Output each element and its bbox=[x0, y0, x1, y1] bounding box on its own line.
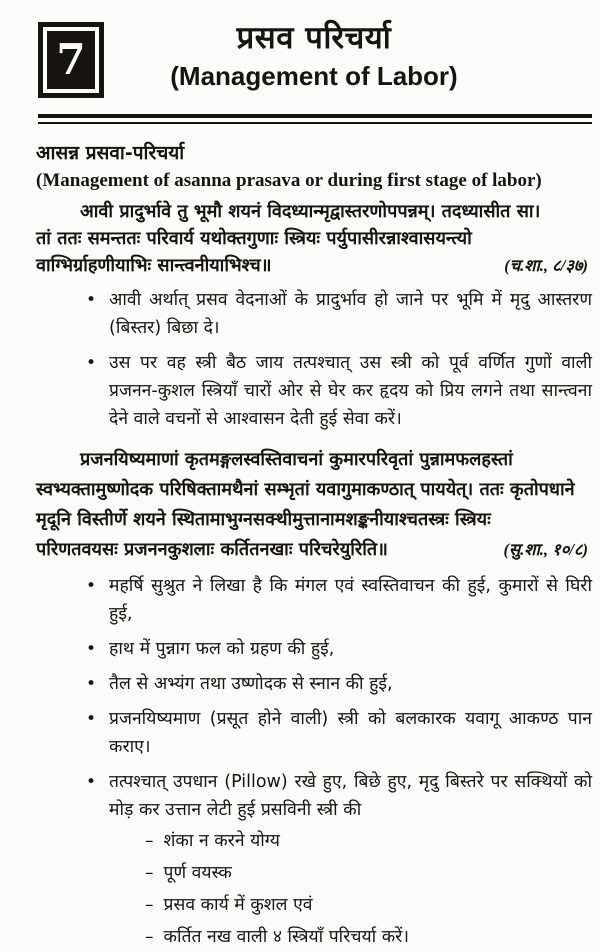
verse-line: प्रजनयिष्यमाणां कृतमङ्गलस्वस्तिवाचनां कुमारपरिवृतां पुन्नामफलहस्तां bbox=[80, 449, 513, 470]
section-heading-english: (Management of asanna prasava or during first stage of labor) bbox=[36, 170, 542, 191]
dash-item bbox=[109, 923, 592, 952]
bullet-item bbox=[36, 572, 592, 628]
bullet-list-second bbox=[36, 572, 592, 952]
bullet-text: महर्षि सुश्रुत ने लिखा है कि मंगल एवं स्वस्तिवाचन की हुई, कुमारों से घिरी हुई, bbox=[109, 576, 593, 624]
dash-icon: – bbox=[145, 863, 154, 883]
bullet-text: तैल से अभ्यंग तथा उष्णोदक से स्नान की हुई, bbox=[109, 674, 393, 694]
verse-line: स्वभ्यक्तामुष्णोदक परिषिक्तामथैनां सम्भृतां यवागुमाकण्ठात् पाययेत्। ततः कृतोपधाने bbox=[36, 479, 575, 500]
bullet-text: हाथ में पुन्नाग फल को ग्रहण की हुई, bbox=[109, 639, 335, 659]
bullet-icon: • bbox=[86, 709, 97, 729]
bullet-item bbox=[36, 705, 592, 761]
bullet-item bbox=[36, 768, 592, 952]
section-heading-hindi: आसन्न प्रसवा-परिचर्या bbox=[36, 142, 185, 164]
bullet-icon: • bbox=[86, 674, 97, 694]
sanskrit-verse-sushruta bbox=[36, 445, 592, 565]
dash-text: कर्तित नख वाली ४ स्त्रियाँ परिचर्या करें। bbox=[163, 927, 409, 947]
bullet-icon: • bbox=[86, 290, 97, 310]
verse-line bbox=[36, 535, 592, 565]
chapter-number-box bbox=[38, 22, 104, 98]
verse-line: मृदूनि विस्तीर्णे शयने स्थितामाभुग्नसक्थीमुत्तानामशङ्कनीयाश्चतस्त्रः स्त्रियः bbox=[36, 509, 491, 530]
dash-item bbox=[109, 859, 592, 888]
verse-line-text: वाग्भिर्ग्राहणीयाभिः सान्त्वनीयाभिश्च॥ bbox=[36, 255, 272, 276]
bullet-icon: • bbox=[86, 576, 97, 596]
bullet-icon: • bbox=[86, 639, 97, 659]
dash-text: शंका न करने योग्य bbox=[163, 831, 280, 851]
bullet-text: प्रजनयिष्यमाण (प्रसूत होने वाली) स्त्री को बलकारक यवागू आकण्ठ पान कराए। bbox=[109, 709, 592, 757]
verse-line bbox=[36, 252, 592, 279]
chapter-header bbox=[36, 16, 592, 104]
verse-citation: (च.शा., ८/३७) bbox=[504, 256, 588, 275]
dash-text: प्रसव कार्य में कुशल एवं bbox=[163, 895, 313, 915]
header-divider-rule bbox=[38, 114, 592, 124]
bullet-text: उस पर वह स्त्री बैठ जाय तत्पश्चात् उस स्त्री को पूर्व वर्णित गुणों वाली प्रजनन-कुशल स्त्रियाँ चारों ओर से घेर कर हृदय को प्रिय लगने तथा सान्त्वना देने वाले वचनों से आश्वासन देती हुई सेवा करें। bbox=[109, 353, 592, 429]
dash-item bbox=[109, 827, 592, 856]
dash-icon: – bbox=[145, 927, 154, 947]
verse-line: तां ततः समन्ततः परिवार्य यथोक्तगुणाः स्त्रियः पर्युपासीरन्नाश्वासयन्त्यो bbox=[36, 228, 472, 249]
chapter-title-english: (Management of Labor) bbox=[170, 61, 458, 91]
bullet-text: तत्पश्चात् उपधान (Pillow) रखे हुए, बिछे हुए, मृदु बिस्तरे पर सक्थियों को मोड़ कर उत्तान लेटी हुई प्रसविनी स्त्री की bbox=[109, 772, 592, 820]
verse-line: आवी प्रादुर्भावे तु भूमौ शयनं विदध्यान्मृद्वास्तरणोपपन्नम्। तदध्यासीत सा। bbox=[80, 201, 541, 222]
dash-sublist bbox=[109, 827, 592, 952]
dash-icon: – bbox=[145, 895, 154, 915]
bullet-icon: • bbox=[86, 772, 97, 792]
bullet-text: आवी अर्थात् प्रसव वेदनाओं के प्रादुर्भाव हो जाने पर भूमि में मृदु आस्तरण (बिस्तर) बिछा दे। bbox=[109, 290, 592, 338]
bullet-item bbox=[36, 670, 592, 698]
page-body bbox=[36, 139, 592, 952]
bullet-item bbox=[36, 635, 592, 663]
dash-text: पूर्ण वयस्क bbox=[163, 863, 232, 883]
chapter-number: 7 bbox=[47, 31, 95, 89]
bullet-item bbox=[36, 349, 592, 433]
dash-icon: – bbox=[145, 831, 154, 851]
sanskrit-verse-charaka bbox=[36, 198, 592, 279]
verse-citation: (सु.शा., १०/८) bbox=[503, 540, 588, 559]
bullet-text-block bbox=[109, 768, 592, 952]
bullet-list-first bbox=[36, 286, 592, 433]
bullet-item bbox=[36, 286, 592, 342]
dash-item bbox=[109, 891, 592, 920]
chapter-title-hindi: प्रसव परिचर्या bbox=[236, 20, 392, 56]
verse-line-text: परिणतवयसः प्रजननकुशलाः कर्तितनखाः परिचरेयुरिति॥ bbox=[36, 539, 388, 560]
bullet-icon: • bbox=[86, 353, 97, 373]
